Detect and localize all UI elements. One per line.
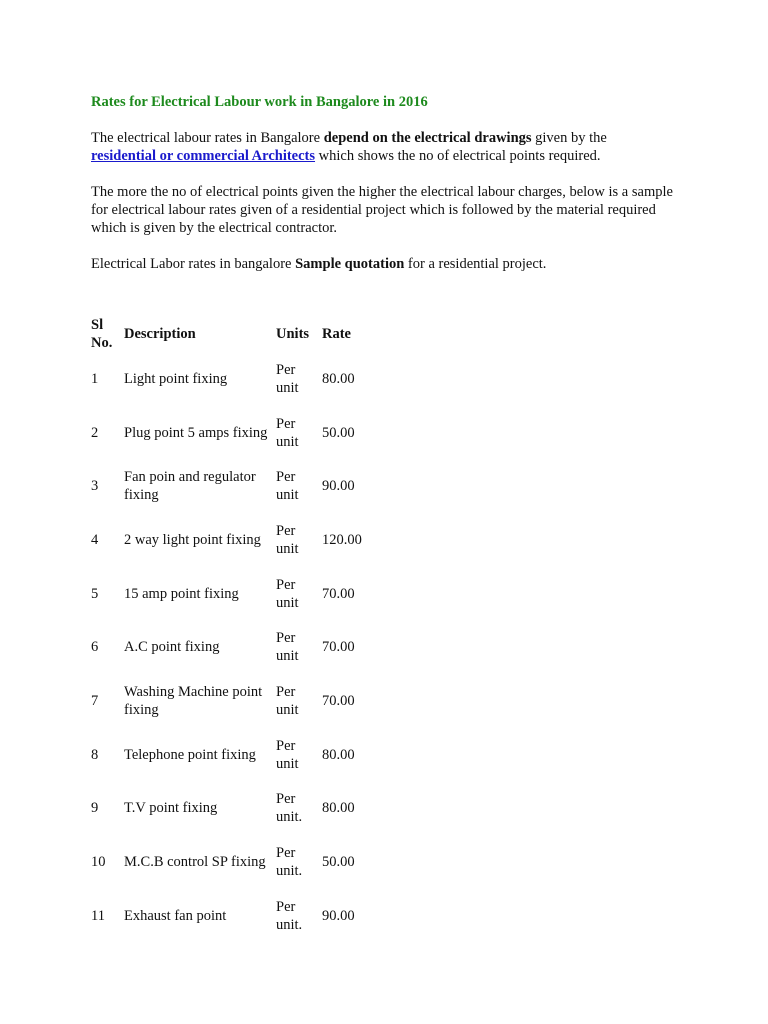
table-row bbox=[89, 352, 384, 406]
cell-sl-no: 11 bbox=[91, 907, 105, 924]
cell-units: Per unit. bbox=[276, 791, 303, 826]
table-row bbox=[89, 406, 384, 460]
cell-description: Exhaust fan point bbox=[124, 907, 227, 924]
table-row bbox=[89, 782, 384, 836]
cell-rate: 70.00 bbox=[322, 692, 355, 709]
header-rate: Rate bbox=[322, 326, 351, 342]
cell-units: Per unit bbox=[276, 737, 299, 772]
cell-units: Per unit bbox=[276, 469, 299, 504]
table-row bbox=[89, 567, 384, 621]
cell-units: Per unit bbox=[276, 630, 299, 665]
cell-rate: 70.00 bbox=[322, 585, 355, 602]
cell-units: Per unit bbox=[276, 361, 299, 396]
intro-paragraph bbox=[91, 129, 681, 165]
cell-sl-no: 5 bbox=[91, 585, 99, 602]
cell-description: Plug point 5 amps fixing bbox=[124, 424, 268, 441]
cell-sl-no: 8 bbox=[91, 746, 99, 763]
header-description: Description bbox=[124, 326, 196, 342]
architects-link[interactable]: residential or commercial Architects bbox=[91, 148, 316, 164]
cell-sl-no: 10 bbox=[91, 854, 106, 871]
cell-description: Telephone point fixing bbox=[124, 746, 256, 763]
cell-rate: 90.00 bbox=[322, 478, 355, 495]
page-title: Rates for Electrical Labour work in Bangalore in 2016 bbox=[91, 94, 428, 110]
table-row bbox=[89, 728, 384, 782]
table-row bbox=[89, 513, 384, 567]
cell-sl-no: 6 bbox=[91, 639, 99, 656]
cell-sl-no: 3 bbox=[91, 478, 99, 495]
cell-sl-no: 1 bbox=[91, 370, 99, 387]
cell-description: 15 amp point fixing bbox=[124, 585, 239, 602]
cell-rate: 50.00 bbox=[322, 424, 355, 441]
cell-rate: 80.00 bbox=[322, 370, 355, 387]
table-row bbox=[89, 835, 384, 889]
quotation-bold-text: Sample quotation bbox=[295, 256, 405, 272]
cell-rate: 80.00 bbox=[322, 800, 355, 817]
cell-units: Per unit. bbox=[276, 898, 303, 933]
cell-units: Per unit. bbox=[276, 845, 303, 880]
rates-table bbox=[89, 316, 384, 943]
table-row bbox=[89, 674, 384, 728]
table-body bbox=[89, 352, 384, 943]
intro-text-3: which shows the no of electrical points required. bbox=[315, 148, 601, 164]
cell-units: Per unit bbox=[276, 683, 299, 718]
cell-units: Per unit bbox=[276, 522, 299, 557]
cell-description: Light point fixing bbox=[124, 370, 228, 387]
header-units: Units bbox=[276, 326, 310, 342]
quotation-text-1: Electrical Labor rates in bangalore bbox=[91, 256, 296, 272]
quotation-text-2: for a residential project. bbox=[404, 256, 547, 272]
table-row bbox=[89, 889, 384, 943]
cell-description: 2 way light point fixing bbox=[124, 531, 261, 548]
cell-units: Per unit bbox=[276, 576, 299, 611]
cell-rate: 50.00 bbox=[322, 854, 355, 871]
cell-sl-no: 9 bbox=[91, 800, 99, 817]
intro-text-1: The electrical labour rates in Bangalore bbox=[91, 130, 324, 146]
cell-sl-no: 2 bbox=[91, 424, 99, 441]
intro-text-2: given by the bbox=[531, 130, 607, 146]
quotation-paragraph bbox=[91, 255, 681, 273]
cell-rate: 70.00 bbox=[322, 639, 355, 656]
cell-description: Washing Machine point fixing bbox=[124, 683, 263, 718]
cell-rate: 120.00 bbox=[322, 531, 362, 548]
cell-description: M.C.B control SP fixing bbox=[124, 854, 266, 871]
header-sl-no: Sl No. bbox=[91, 317, 113, 351]
cell-sl-no: 7 bbox=[91, 692, 99, 709]
cell-description: A.C point fixing bbox=[124, 639, 220, 656]
table-row bbox=[89, 459, 384, 513]
cell-units: Per unit bbox=[276, 415, 299, 450]
cell-description: T.V point fixing bbox=[124, 800, 218, 817]
cell-description: Fan poin and regulator fixing bbox=[124, 469, 256, 504]
description-paragraph: The more the no of electrical points given the higher the electrical labour charges, below is a sample for electrical labour rates given of a residential project which is followed by the material required which is given by the electrical contractor. bbox=[91, 184, 673, 236]
intro-bold-text: depend on the electrical drawings bbox=[323, 130, 532, 146]
cell-sl-no: 4 bbox=[91, 531, 99, 548]
table-header-row bbox=[89, 316, 384, 352]
cell-rate: 80.00 bbox=[322, 746, 355, 763]
cell-rate: 90.00 bbox=[322, 907, 355, 924]
table-row bbox=[89, 620, 384, 674]
